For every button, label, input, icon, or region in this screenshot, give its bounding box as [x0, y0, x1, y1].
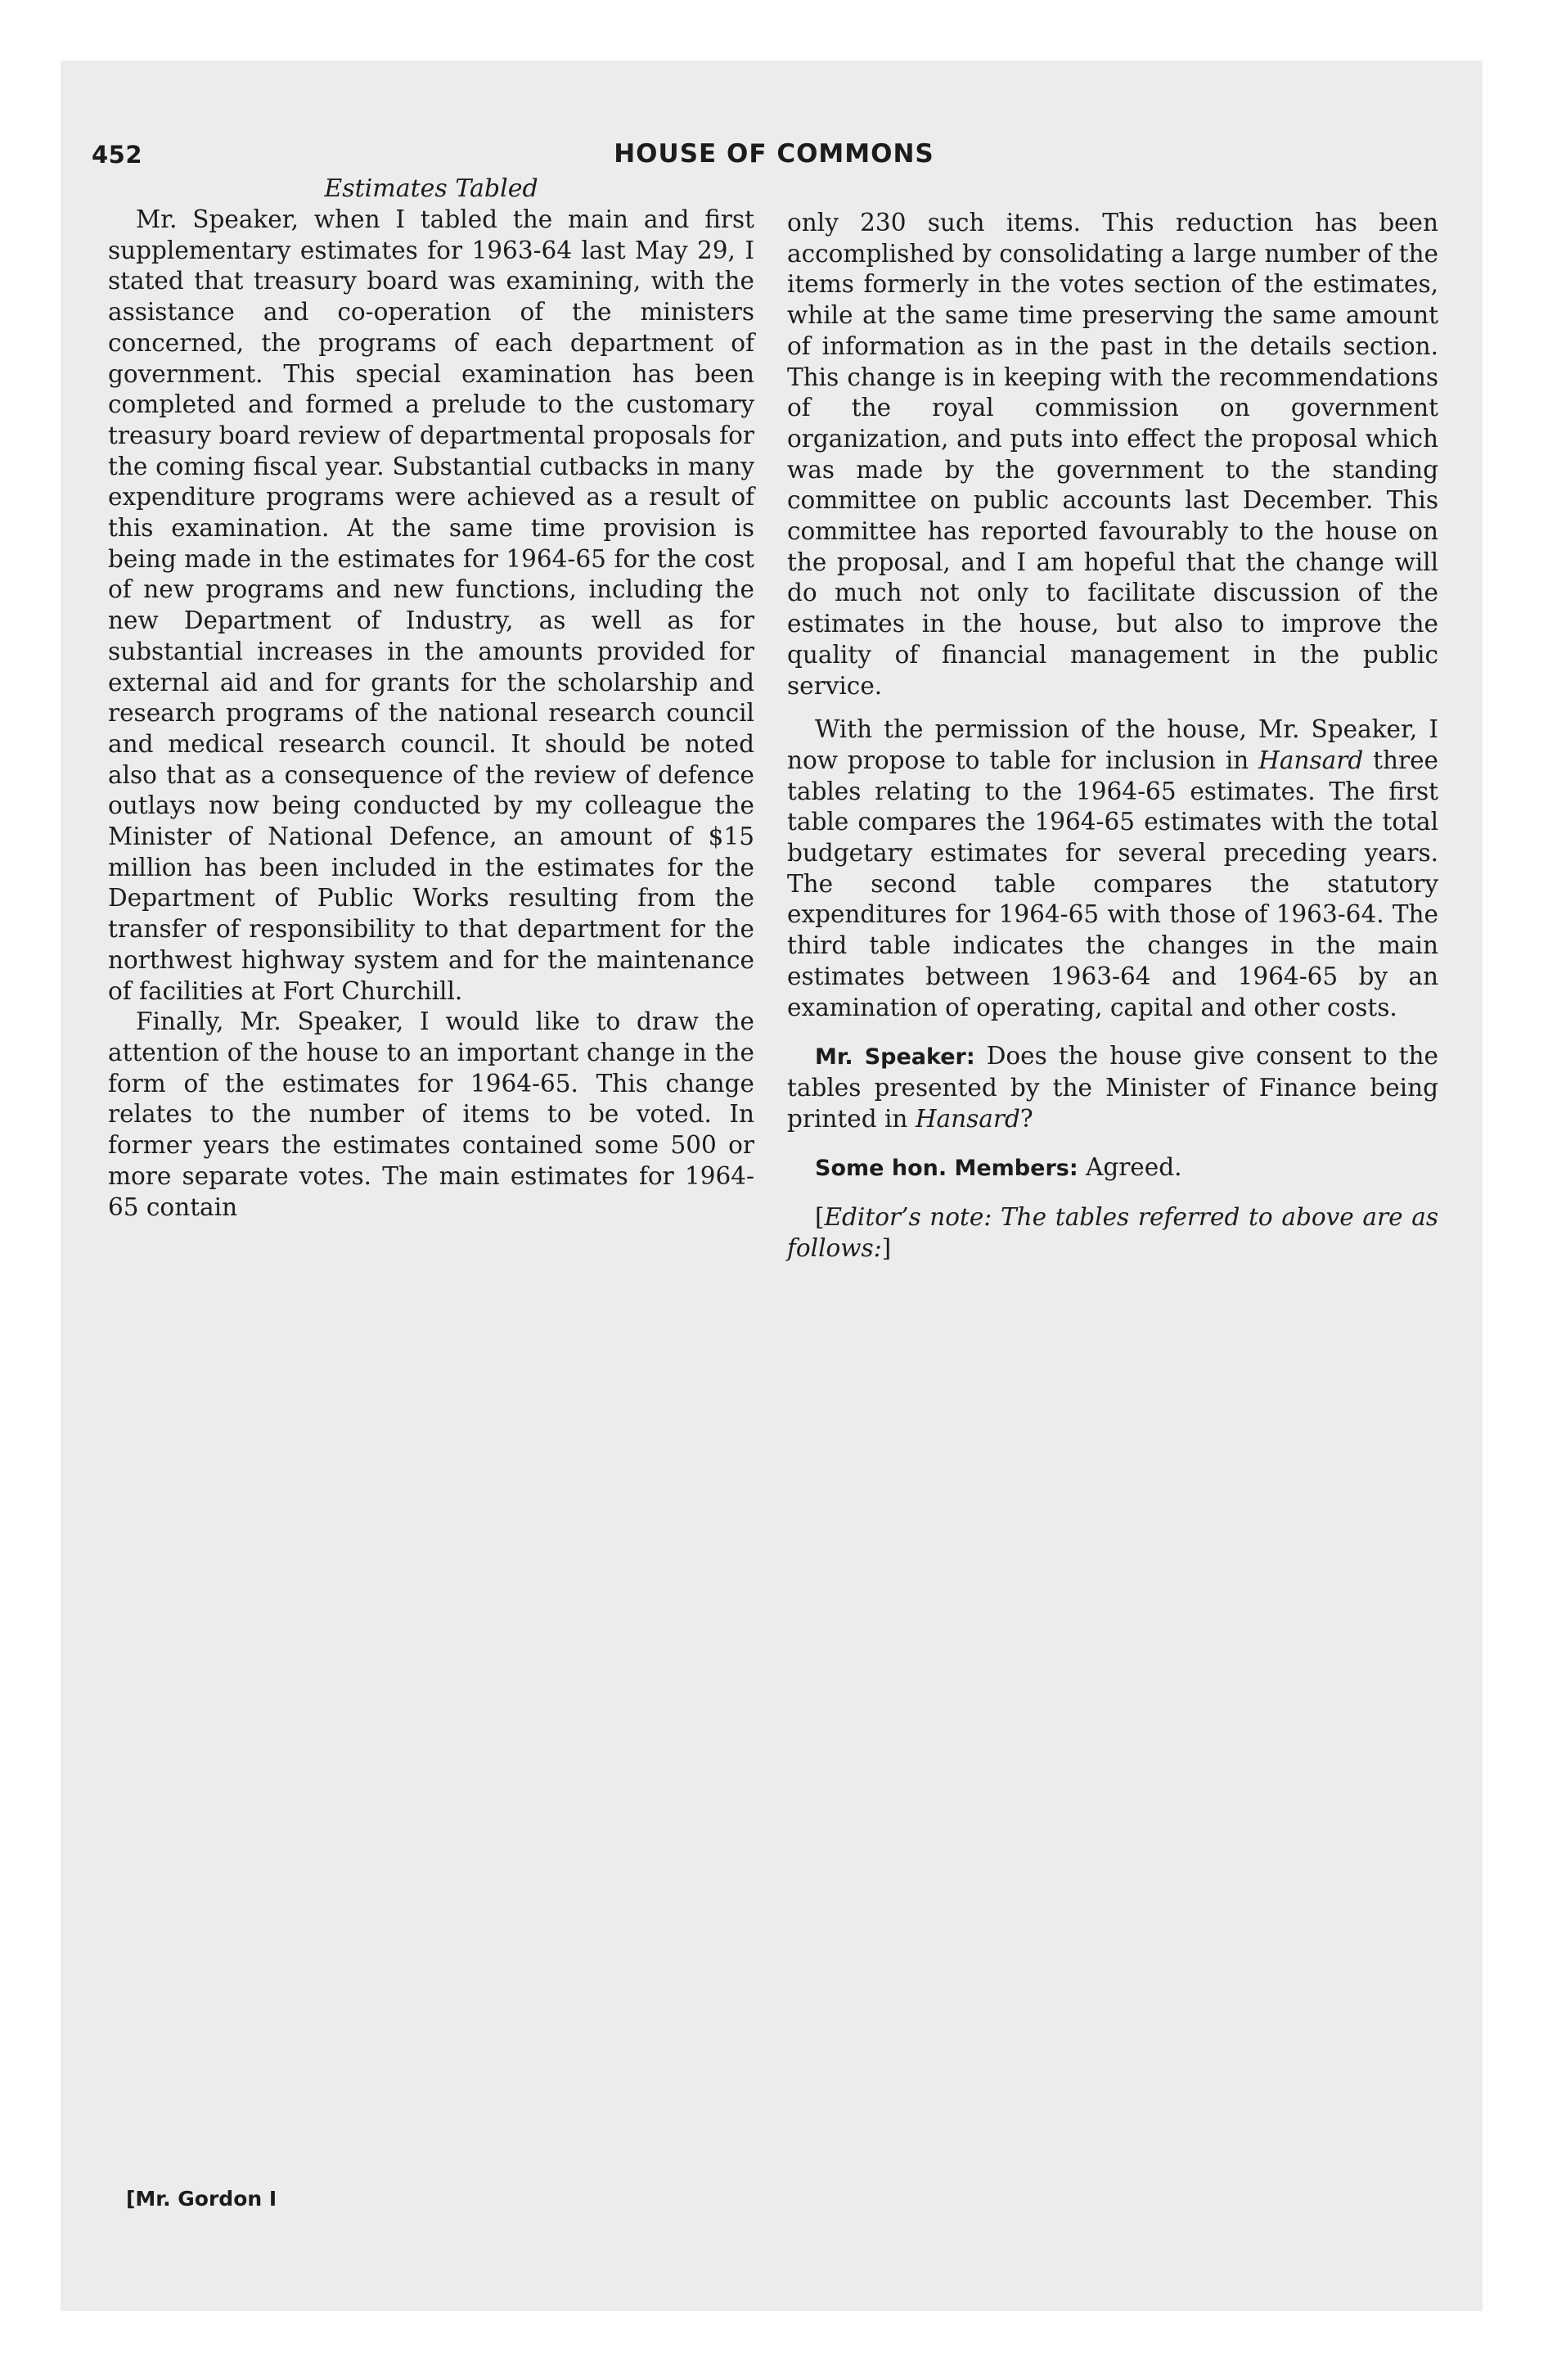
right-column — [787, 208, 1438, 1264]
editor-note-text: Editor’s note: The tables referred to above are as follows: — [787, 1203, 1438, 1262]
section-heading: Estimates Tabled — [324, 174, 538, 203]
paragraph — [787, 714, 1438, 1023]
speaker-statement — [787, 1041, 1438, 1134]
text-run: three tables relating to the 1964-65 estimates. The first table compares the 1964-65 estimates with the total budgetary estimates for several preceding years. The second table compares the statutory expenditures for 1964-65 with those of 1963-64. The third table indicates the changes in the main estimates between 1963-64 and 1964-65 by an examination of operating, capital and other costs. — [787, 746, 1438, 1021]
paragraph: Mr. Speaker, when I tabled the main and first supplementary estimates for 1963-64 last May 29, I stated that treasury board was examining, with the assistance and co-operation of the ministers concerned, the programs of each department of government. This special examination has been completed and formed a prelude to the customary treasury board review of departmental proposals for the coming fiscal year. Substantial cutbacks in many expenditure programs were achieved as a result of this examination. At the same time provision is being made in the estimates for 1964-65 for the cost of new programs and new functions, including the new Department of Industry, as well as for substantial increases in the amounts provided for external aid and for grants for the scholarship and research programs of the national research council and medical research council. It should be noted also that as a consequence of the review of defence outlays now being conducted by my colleague the Minister of National Defence, an amount of $15 million has been included in the estimates for the Department of Public Works resulting from the transfer of responsibility to that department for the northwest highway system and for the maintenance of facilities at Fort Churchill. — [108, 205, 754, 1005]
editor-note — [787, 1202, 1438, 1264]
speaker-label: Mr. Speaker: — [815, 1044, 975, 1071]
bracket-open: [ — [815, 1203, 825, 1232]
text-run: With the permission of the house, Mr. Speaker, I now propose to table for inclusion in — [787, 715, 1438, 774]
running-title: HOUSE OF COMMONS — [614, 139, 934, 169]
members-label: Some hon. Members: — [815, 1156, 1078, 1182]
hansard-reference: Hansard — [915, 1104, 1020, 1133]
members-response — [787, 1152, 1438, 1184]
left-column — [108, 174, 754, 1223]
text-run: ? — [1019, 1104, 1033, 1133]
bracket-close: ] — [881, 1233, 892, 1262]
text-run: Agreed. — [1078, 1153, 1182, 1182]
text-run: Does the house give consent to the tables presented by the Minister of Finance being printed in — [787, 1042, 1438, 1133]
paragraph: Finally, Mr. Speaker, I would like to draw the attention of the house to an important change in the form of the estimates for 1964-65. This change relates to the number of items to be voted. In former years the estimates contained some 500 or more separate votes. The main estimates for 1964-65 contain — [108, 1007, 754, 1221]
paragraph-continued: only 230 such items. This reduction has been accomplished by consolidating a large number of the items formerly in the votes section of the estimates, while at the same time preserving the same amount of information as in the past in the details section. This change is in keeping with the recommendations of the royal commission on government organization, and puts into effect the proposal which was made by the government to the standing committee on public accounts last December. This committee has reported favourably to the house on the proposal, and I am hopeful that the change will do much not only to facilitate discussion of the estimates in the house, but also to improve the quality of financial management in the public service. — [787, 209, 1438, 700]
footer-speaker-reference: [Mr. Gordon I — [126, 2187, 277, 2211]
page-number: 452 — [92, 141, 143, 169]
hansard-reference: Hansard — [1258, 746, 1364, 774]
